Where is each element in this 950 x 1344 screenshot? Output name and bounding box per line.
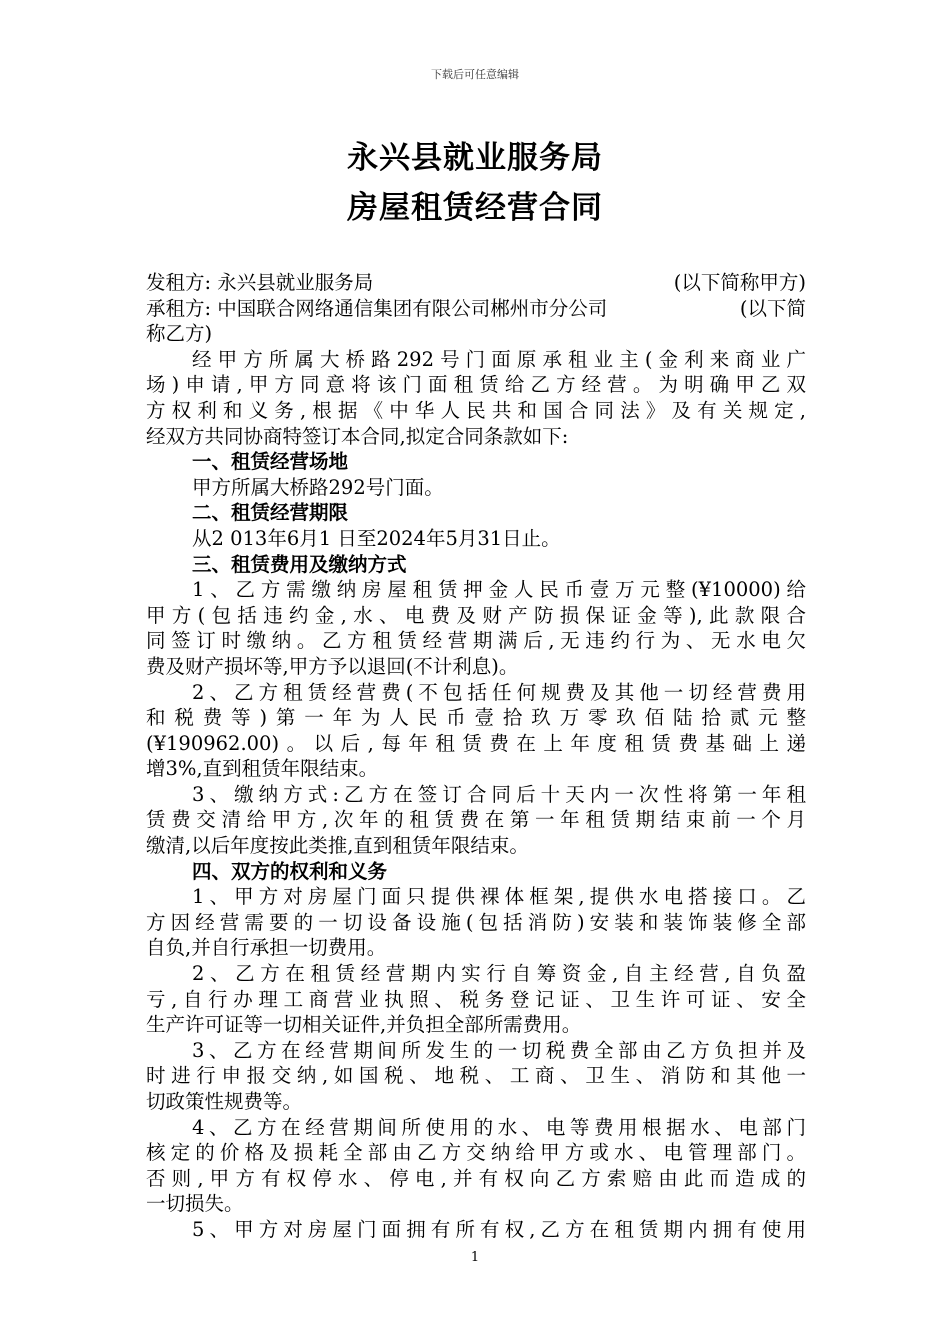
section-line: 4、乙方在经营期间所使用的水、电等费用根据水、电部门: [192, 1115, 806, 1139]
section-line: 亏,自行办理工商营业执照、税务登记证、卫生许可证、安全: [146, 987, 806, 1011]
contract-body: [146, 270, 806, 1243]
party-a-note: (以下简称甲方): [673, 271, 806, 294]
section-line: (¥190962.00)。以后,每年租赁费在上年度租赁费基础上递: [146, 731, 806, 755]
party-b-note: (以下简: [739, 296, 806, 320]
section-line: 2、乙方租赁经营费(不包括任何规费及其他一切经营费用: [192, 680, 806, 704]
section-line: 生产许可证等一切相关证件,并负担全部所需费用。: [146, 1013, 582, 1037]
intro-line: 场)申请,甲方同意将该门面租赁给乙方经营。为明确甲乙双: [146, 373, 806, 397]
intro-paragraph: [146, 347, 806, 449]
section-line: 时进行申报交纳,如国税、地税、工商、卫生、消防和其他一: [146, 1064, 806, 1088]
document-title-line1: 永兴县就业服务局: [347, 140, 603, 176]
party-a-name: 永兴县就业服务局: [217, 271, 374, 294]
section-heading: 四、双方的权利和义务: [192, 859, 388, 883]
page-number: 1: [470, 1250, 480, 1265]
section-line: 同签订时缴纳。乙方租赁经营期满后,无违约行为、无水电欠: [146, 629, 806, 653]
section-line: 甲方所属大桥路292号门面。: [192, 475, 444, 499]
party-b-name: 中国联合网络通信集团有限公司郴州市分公司: [217, 296, 608, 320]
section-heading: 一、租赁经营场地: [192, 450, 349, 474]
header-note: 下载后可任意编辑: [431, 68, 519, 81]
intro-line: 经甲方所属大桥路292号门面原承租业主(金利来商业广: [192, 347, 806, 371]
intro-line: 方权利和义务,根据《中华人民共和国合同法》及有关规定,: [146, 398, 806, 422]
section-line: 一切损失。: [146, 1192, 244, 1216]
intro-line: 经双方共同协商特签订本合同,拟定合同条款如下:: [146, 424, 569, 448]
section-line: 3、乙方在经营期间所发生的一切税费全部由乙方负担并及: [192, 1038, 806, 1062]
party-a-label: 发租方:: [146, 271, 212, 294]
party-b-text: [146, 296, 607, 322]
section-line: 1、乙方需缴纳房屋租赁押金人民币壹万元整(¥10000)给: [192, 578, 806, 602]
section-line: 赁费交清给甲方,次年的租赁费在第一年租赁期结束前一个月: [146, 808, 806, 832]
section-line: 从2 013年6月1 日至2024年5月31日止。: [192, 526, 561, 550]
party-a-line: [146, 270, 806, 296]
section-line: 3、缴纳方式:乙方在签订合同后十天内一次性将第一年租: [192, 782, 806, 806]
party-a-text: [146, 270, 373, 296]
party-b-line: [146, 296, 806, 322]
section-line: 核定的价格及损耗全部由乙方交纳给甲方或水、电管理部门。: [146, 1141, 806, 1165]
section-line: 2、乙方在租赁经营期内实行自筹资金,自主经营,自负盈: [192, 962, 806, 986]
section-line: 甲方(包括违约金,水、电费及财产防损保证金等),此款限合: [146, 603, 806, 627]
party-b-line2: 称乙方): [146, 322, 213, 346]
document-title-line2: 房屋租赁经营合同: [347, 190, 603, 226]
section-line: 和税费等)第一年为人民币壹拾玖万零玖佰陆拾贰元整: [146, 706, 806, 730]
section-heading: 二、租赁经营期限: [192, 501, 349, 525]
section-line: 切政策性规费等。: [146, 1090, 303, 1113]
section-line: 缴清,以后年度按此类推,直到租赁年限结束。: [146, 834, 529, 858]
section-line: 增3%,直到租赁年限结束。: [146, 757, 379, 781]
party-b-label: 承租方:: [146, 296, 212, 320]
section-line: 方因经营需要的一切设备设施(包括消防)安装和装饰装修全部: [146, 910, 806, 934]
section-line: 自负,并自行承担一切费用。: [146, 936, 387, 960]
section-heading: 三、租赁费用及缴纳方式: [192, 552, 407, 576]
section-line: 否则,甲方有权停水、停电,并有权向乙方索赔由此而造成的: [146, 1166, 806, 1190]
section-line: 5、甲方对房屋门面拥有所有权,乙方在租赁期内拥有使用: [192, 1217, 806, 1241]
section-line: 费及财产损坏等,甲方予以退回(不计利息)。: [146, 654, 519, 678]
section-line: 1、甲方对房屋门面只提供裸体框架,提供水电搭接口。乙: [192, 885, 806, 909]
